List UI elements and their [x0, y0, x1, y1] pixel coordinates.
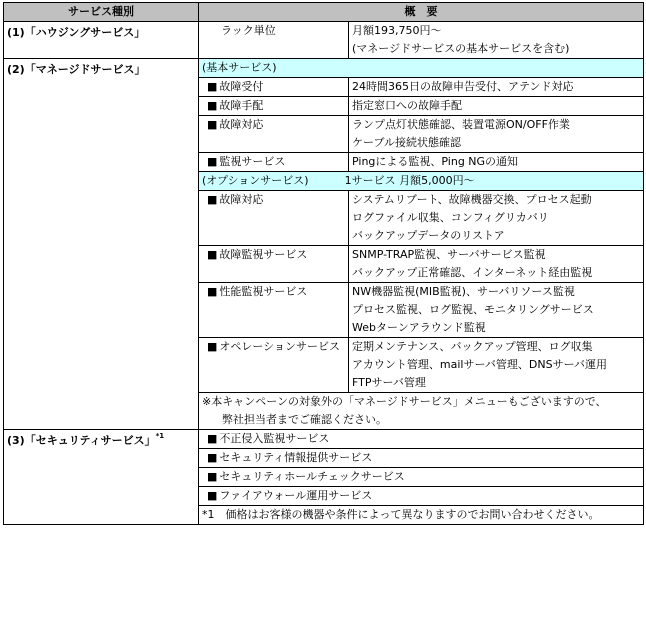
housing-desc — [349, 22, 644, 59]
option-item-label — [199, 338, 349, 393]
basic-item-label-text: 故障対応 — [219, 118, 264, 131]
option-service-band — [199, 172, 644, 191]
header-summary: 概 要 — [199, 3, 644, 22]
service-table-sheet — [3, 2, 643, 525]
option-band-label: (オプションサービス) — [202, 174, 309, 187]
security-item-text: セキュリティホールチェックサービス — [219, 470, 405, 483]
bullet-square: ■ — [207, 451, 218, 464]
basic-item-desc-line: ランプ点灯状態確認、装置電源ON/OFF作業 — [352, 118, 570, 131]
housing-item: ラック単位 — [199, 22, 349, 59]
housing-desc-line: 月額193,750円〜 — [352, 24, 442, 37]
bullet-square: ■ — [207, 340, 218, 353]
bullet-square: ■ — [207, 155, 218, 168]
basic-item-label-text: 故障手配 — [219, 99, 264, 112]
service-table — [3, 2, 644, 525]
bullet-square: ■ — [207, 432, 218, 445]
bullet-square: ■ — [207, 489, 218, 502]
basic-item-label — [199, 97, 349, 116]
security-category-text: (3)「セキュリティサービス」 — [7, 434, 156, 447]
security-item-text: セキュリティ情報提供サービス — [219, 451, 373, 464]
option-item-desc-line: 定期メンテナンス、バックアップ管理、ログ収集 — [352, 340, 593, 353]
option-item-desc-line: アカウント管理、mailサーバ管理、DNSサーバ運用 — [352, 358, 608, 371]
security-item — [199, 449, 644, 468]
option-item-label-text: 故障監視サービス — [219, 248, 308, 261]
option-item-desc-line: ログファイル収集、コンフィグリカバリ — [352, 211, 549, 224]
security-category — [4, 430, 199, 525]
bullet-square: ■ — [207, 248, 218, 261]
basic-service-band: (基本サービス) — [199, 59, 644, 78]
option-item-desc-line: FTPサーバ管理 — [352, 376, 426, 389]
housing-desc-line: (マネージドサービスの基本サービスを含む) — [352, 42, 570, 55]
security-item — [199, 430, 644, 449]
managed-category: (2)「マネージドサービス」 — [4, 59, 199, 430]
bullet-square: ■ — [207, 99, 218, 112]
basic-item-label-text: 故障受付 — [219, 80, 264, 93]
basic-item-label — [199, 78, 349, 97]
header-service-type: サービス種別 — [4, 3, 199, 22]
basic-item-desc — [349, 116, 644, 153]
basic-item-desc — [349, 78, 644, 97]
managed-note-line: ※本キャンペーンの対象外の「マネージドサービス」メニューもございますので、 — [202, 395, 607, 408]
header-row — [4, 3, 644, 22]
option-item-desc-line: NW機器監視(MIB監視)、サーバリソース監視 — [352, 285, 575, 298]
basic-item-desc — [349, 97, 644, 116]
security-item — [199, 487, 644, 506]
option-item-desc-line: バックアップデータのリストア — [352, 229, 505, 242]
security-category-mark: *1 — [155, 432, 165, 440]
option-item-desc — [349, 191, 644, 246]
option-item-desc-line: バックアップ正常確認、インターネット経由監視 — [352, 266, 593, 279]
managed-note — [199, 393, 644, 430]
security-footnote: *1 価格はお客様の機器や条件によって異なりますのでお問い合わせください。 — [199, 506, 644, 525]
option-item-desc — [349, 283, 644, 338]
option-item-desc-line: Webターンアラウンド監視 — [352, 321, 486, 334]
basic-item-desc — [349, 153, 644, 172]
option-item-label — [199, 191, 349, 246]
bullet-square: ■ — [207, 470, 218, 483]
managed-basic-band-row — [4, 59, 644, 78]
option-item-label-text: オペレーションサービス — [219, 340, 340, 353]
housing-category: (1)「ハウジングサービス」 — [4, 22, 199, 59]
option-price: 1サービス 月額5,000円〜 — [344, 174, 475, 187]
housing-row — [4, 22, 644, 59]
basic-item-desc-line: 指定窓口への故障手配 — [352, 99, 462, 112]
basic-item-desc-line: Pingによる監視、Ping NGの通知 — [352, 155, 519, 168]
managed-note-line: 弊社担当者までご確認ください。 — [222, 413, 387, 426]
security-item-text: 不正侵入監視サービス — [219, 432, 330, 445]
bullet-square: ■ — [207, 80, 218, 93]
basic-item-label — [199, 116, 349, 153]
option-item-desc-line: プロセス監視、ログ監視、モニタリングサービス — [352, 303, 594, 316]
bullet-square: ■ — [207, 193, 218, 206]
option-item-desc-line: システムリブート、故障機器交換、プロセス起動 — [352, 193, 592, 206]
basic-item-desc-line: 24時間365日の故障申告受付、アテンド対応 — [352, 80, 574, 93]
option-item-label-text: 故障対応 — [219, 193, 264, 206]
option-item-desc — [349, 246, 644, 283]
option-item-label-text: 性能監視サービス — [219, 285, 308, 298]
bullet-square: ■ — [207, 285, 218, 298]
option-item-label — [199, 246, 349, 283]
security-item — [199, 468, 644, 487]
basic-item-label-text: 監視サービス — [219, 155, 286, 168]
security-item-text: ファイアウォール運用サービス — [219, 489, 373, 502]
basic-item-desc-line: ケーブル接続状態確認 — [352, 136, 462, 149]
option-item-desc — [349, 338, 644, 393]
option-item-desc-line: SNMP-TRAP監視、サーバサービス監視 — [352, 248, 546, 261]
bullet-square: ■ — [207, 118, 218, 131]
option-item-label — [199, 283, 349, 338]
basic-item-label — [199, 153, 349, 172]
security-row — [4, 430, 644, 449]
